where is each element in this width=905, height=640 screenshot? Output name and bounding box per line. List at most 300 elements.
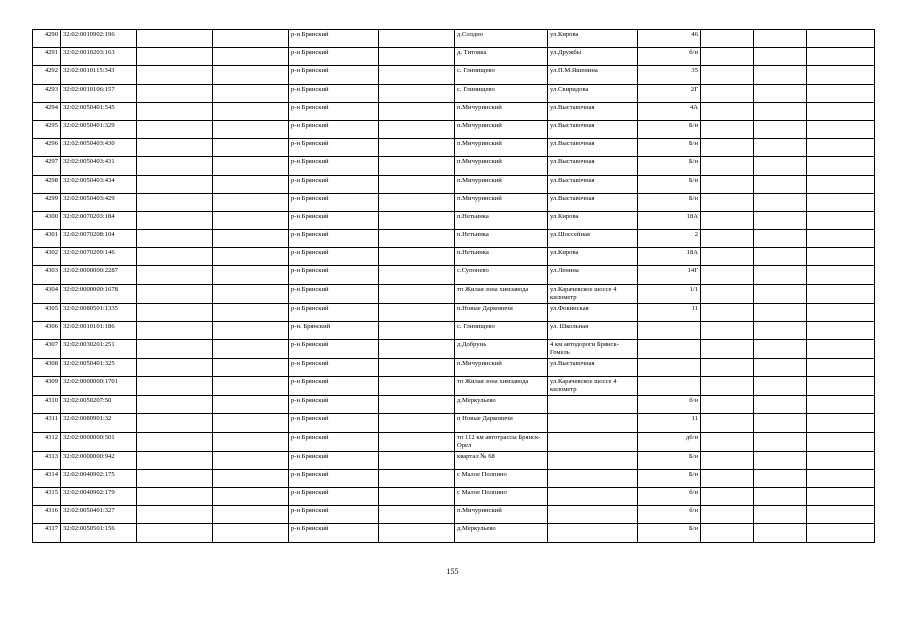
street-cell: ул.Выставочная: [548, 120, 638, 138]
row-number-cell: 4291: [33, 48, 61, 66]
empty-cell: [754, 175, 807, 193]
district-cell: р-н Брянский: [289, 30, 379, 48]
street-cell: [548, 396, 638, 414]
empty-cell: [379, 340, 455, 359]
empty-cell: [213, 487, 289, 505]
empty-cell: [754, 303, 807, 321]
cadastral-number-cell: 32:02:0000000:501: [61, 432, 137, 451]
district-cell: р-н Брянский: [289, 377, 379, 396]
empty-cell: [701, 506, 754, 524]
street-cell: ул. Школьная: [548, 321, 638, 339]
settlement-cell: с Малое Полпино: [455, 487, 548, 505]
empty-cell: [701, 175, 754, 193]
empty-cell: [701, 359, 754, 377]
settlement-cell: п.Новые Дарковичи: [455, 303, 548, 321]
empty-cell: [701, 451, 754, 469]
empty-cell: [754, 102, 807, 120]
house-number-cell: Б/н: [638, 139, 701, 157]
table-row: [33, 303, 875, 321]
empty-cell: [379, 432, 455, 451]
district-cell: р-н Брянский: [289, 432, 379, 451]
empty-cell: [754, 340, 807, 359]
empty-cell: [701, 48, 754, 66]
cadastral-number-cell: 32:02:0050401:327: [61, 506, 137, 524]
settlement-cell: с. Глинищево: [455, 321, 548, 339]
empty-cell: [137, 414, 213, 432]
empty-cell: [807, 303, 875, 321]
row-number-cell: 4305: [33, 303, 61, 321]
cadastral-number-cell: 32:02:0050403:430: [61, 139, 137, 157]
house-number-cell: б/н: [638, 396, 701, 414]
district-cell: р-н Брянский: [289, 303, 379, 321]
cadastral-number-cell: 32:02:0050403:429: [61, 193, 137, 211]
cadastral-number-cell: 32:02:0040902:179: [61, 487, 137, 505]
district-cell: р-н Брянский: [289, 66, 379, 84]
row-number-cell: 4311: [33, 414, 61, 432]
empty-cell: [213, 340, 289, 359]
empty-cell: [137, 396, 213, 414]
empty-cell: [807, 340, 875, 359]
cadastral-number-cell: 32:02:0080901:32: [61, 414, 137, 432]
street-cell: ул.Выставочная: [548, 102, 638, 120]
empty-cell: [137, 84, 213, 102]
district-cell: р-н Брянский: [289, 414, 379, 432]
table-row: [33, 414, 875, 432]
street-cell: [548, 506, 638, 524]
empty-cell: [701, 303, 754, 321]
district-cell: р-н Брянский: [289, 193, 379, 211]
cadastral-number-cell: 32:02:0000000:1678: [61, 284, 137, 303]
table-row: [33, 193, 875, 211]
empty-cell: [379, 193, 455, 211]
empty-cell: [379, 469, 455, 487]
cadastral-number-cell: 32:02:0070203:184: [61, 211, 137, 229]
empty-cell: [137, 377, 213, 396]
district-cell: р-н Брянский: [289, 396, 379, 414]
empty-cell: [754, 139, 807, 157]
table-row: [33, 487, 875, 505]
empty-cell: [807, 396, 875, 414]
row-number-cell: 4296: [33, 139, 61, 157]
empty-cell: [379, 377, 455, 396]
row-number-cell: 4290: [33, 30, 61, 48]
settlement-cell: п.Нетьинка: [455, 230, 548, 248]
empty-cell: [213, 451, 289, 469]
settlement-cell: тп Жилая зона химзавода: [455, 377, 548, 396]
cadastral-number-cell: 32:02:0050403:431: [61, 157, 137, 175]
empty-cell: [754, 451, 807, 469]
table-row: [33, 230, 875, 248]
empty-cell: [754, 506, 807, 524]
empty-cell: [754, 66, 807, 84]
empty-cell: [137, 303, 213, 321]
empty-cell: [701, 432, 754, 451]
cadastral-number-cell: 32:02:0000000:1701: [61, 377, 137, 396]
empty-cell: [379, 230, 455, 248]
settlement-cell: квартал № 68: [455, 451, 548, 469]
settlement-cell: с. Глинищево: [455, 66, 548, 84]
row-number-cell: 4317: [33, 524, 61, 542]
cadastral-number-cell: 32:02:0010902:196: [61, 30, 137, 48]
empty-cell: [754, 193, 807, 211]
empty-cell: [754, 377, 807, 396]
empty-cell: [379, 66, 455, 84]
street-cell: 4 км автодороги Брянск-Гомель: [548, 340, 638, 359]
settlement-cell: с.Супонево: [455, 266, 548, 284]
street-cell: ул.Ленина: [548, 266, 638, 284]
street-cell: ул.Карачевское шоссе 4 километр: [548, 377, 638, 396]
street-cell: ул.Свиридова: [548, 84, 638, 102]
table-row: [33, 102, 875, 120]
table-row: [33, 321, 875, 339]
cadastral-number-cell: 32:02:0080501:1335: [61, 303, 137, 321]
table-row: [33, 157, 875, 175]
settlement-cell: тп 112 км автотрассы Брянск-Орел: [455, 432, 548, 451]
district-cell: р-н Брянский: [289, 230, 379, 248]
empty-cell: [807, 211, 875, 229]
settlement-cell: п Новые Дарковичи: [455, 414, 548, 432]
empty-cell: [754, 30, 807, 48]
settlement-cell: тп Жилая зона химзавода: [455, 284, 548, 303]
district-cell: р-н Брянский: [289, 175, 379, 193]
empty-cell: [807, 66, 875, 84]
settlement-cell: п.Нетьинка: [455, 248, 548, 266]
empty-cell: [807, 84, 875, 102]
empty-cell: [137, 157, 213, 175]
table-row: [33, 432, 875, 451]
empty-cell: [379, 84, 455, 102]
empty-cell: [701, 139, 754, 157]
cadastral-number-cell: 32:02:0070209:146: [61, 248, 137, 266]
house-number-cell: [638, 321, 701, 339]
settlement-cell: п.Мичуринский: [455, 120, 548, 138]
empty-cell: [213, 506, 289, 524]
row-number-cell: 4302: [33, 248, 61, 266]
empty-cell: [137, 175, 213, 193]
house-number-cell: б/н: [638, 48, 701, 66]
empty-cell: [137, 524, 213, 542]
empty-cell: [379, 321, 455, 339]
row-number-cell: 4315: [33, 487, 61, 505]
empty-cell: [701, 266, 754, 284]
empty-cell: [137, 66, 213, 84]
empty-cell: [379, 175, 455, 193]
empty-cell: [213, 414, 289, 432]
district-cell: р-н Брянский: [289, 84, 379, 102]
empty-cell: [379, 303, 455, 321]
cadastral-number-cell: 32:02:0030201:251: [61, 340, 137, 359]
street-cell: ул.Фокинская: [548, 303, 638, 321]
house-number-cell: 2Г: [638, 84, 701, 102]
empty-cell: [213, 396, 289, 414]
district-cell: р-н Брянский: [289, 211, 379, 229]
empty-cell: [754, 321, 807, 339]
empty-cell: [701, 211, 754, 229]
empty-cell: [213, 230, 289, 248]
empty-cell: [754, 266, 807, 284]
empty-cell: [754, 230, 807, 248]
empty-cell: [807, 193, 875, 211]
house-number-cell: 11: [638, 303, 701, 321]
empty-cell: [807, 432, 875, 451]
empty-cell: [754, 284, 807, 303]
row-number-cell: 4313: [33, 451, 61, 469]
empty-cell: [379, 120, 455, 138]
street-cell: ул.П.М.Яшенина: [548, 66, 638, 84]
district-cell: р-н Брянский: [289, 266, 379, 284]
empty-cell: [137, 48, 213, 66]
register-table: [32, 29, 875, 543]
empty-cell: [701, 340, 754, 359]
settlement-cell: п.Мичуринский: [455, 193, 548, 211]
table-row: [33, 524, 875, 542]
house-number-cell: Б/н: [638, 193, 701, 211]
empty-cell: [701, 66, 754, 84]
empty-cell: [807, 524, 875, 542]
district-cell: р-н Брянский: [289, 487, 379, 505]
empty-cell: [807, 469, 875, 487]
settlement-cell: д. Титовка: [455, 48, 548, 66]
district-cell: р-н Брянский: [289, 469, 379, 487]
street-cell: ул.Выставочная: [548, 157, 638, 175]
table-row: [33, 340, 875, 359]
empty-cell: [701, 377, 754, 396]
row-number-cell: 4306: [33, 321, 61, 339]
row-number-cell: 4303: [33, 266, 61, 284]
empty-cell: [379, 524, 455, 542]
empty-cell: [379, 284, 455, 303]
empty-cell: [137, 321, 213, 339]
street-cell: ул.Выставочная: [548, 359, 638, 377]
empty-cell: [379, 211, 455, 229]
house-number-cell: б/н: [638, 506, 701, 524]
row-number-cell: 4304: [33, 284, 61, 303]
empty-cell: [213, 266, 289, 284]
row-number-cell: 4294: [33, 102, 61, 120]
table-row: [33, 120, 875, 138]
row-number-cell: 4307: [33, 340, 61, 359]
street-cell: ул.Карачевское шоссе 4 километр: [548, 284, 638, 303]
house-number-cell: 4А: [638, 102, 701, 120]
table-row: [33, 396, 875, 414]
empty-cell: [754, 524, 807, 542]
empty-cell: [137, 193, 213, 211]
district-cell: р-н. Брянский: [289, 321, 379, 339]
empty-cell: [213, 66, 289, 84]
empty-cell: [137, 506, 213, 524]
empty-cell: [379, 506, 455, 524]
row-number-cell: 4300: [33, 211, 61, 229]
cadastral-number-cell: 32:02:0050403:434: [61, 175, 137, 193]
empty-cell: [807, 451, 875, 469]
empty-cell: [807, 377, 875, 396]
district-cell: р-н Брянский: [289, 506, 379, 524]
empty-cell: [701, 230, 754, 248]
cadastral-number-cell: 32:02:0050501:156: [61, 524, 137, 542]
empty-cell: [213, 211, 289, 229]
empty-cell: [701, 469, 754, 487]
empty-cell: [701, 120, 754, 138]
empty-cell: [701, 193, 754, 211]
empty-cell: [137, 211, 213, 229]
empty-cell: [754, 359, 807, 377]
table-row: [33, 139, 875, 157]
settlement-cell: п.Мичуринский: [455, 139, 548, 157]
house-number-cell: 14Г: [638, 266, 701, 284]
empty-cell: [213, 48, 289, 66]
house-number-cell: Б/н: [638, 157, 701, 175]
empty-cell: [807, 284, 875, 303]
district-cell: р-н Брянский: [289, 451, 379, 469]
house-number-cell: 18А: [638, 211, 701, 229]
settlement-cell: д.Добрунь: [455, 340, 548, 359]
table-row: [33, 284, 875, 303]
table-row: [33, 48, 875, 66]
empty-cell: [701, 284, 754, 303]
empty-cell: [807, 230, 875, 248]
page-number: 155: [446, 567, 459, 576]
settlement-cell: д.Меркульево: [455, 396, 548, 414]
empty-cell: [754, 414, 807, 432]
row-number-cell: 4314: [33, 469, 61, 487]
empty-cell: [807, 266, 875, 284]
empty-cell: [213, 303, 289, 321]
empty-cell: [379, 139, 455, 157]
house-number-cell: 46: [638, 30, 701, 48]
cadastral-number-cell: 32:02:0010106:157: [61, 84, 137, 102]
empty-cell: [137, 451, 213, 469]
house-number-cell: Б/н: [638, 120, 701, 138]
empty-cell: [213, 175, 289, 193]
row-number-cell: 4293: [33, 84, 61, 102]
house-number-cell: б/н: [638, 487, 701, 505]
empty-cell: [137, 359, 213, 377]
house-number-cell: 1/1: [638, 284, 701, 303]
empty-cell: [807, 487, 875, 505]
table-row: [33, 506, 875, 524]
empty-cell: [379, 487, 455, 505]
empty-cell: [379, 30, 455, 48]
street-cell: [548, 469, 638, 487]
street-cell: ул.Выставочная: [548, 193, 638, 211]
empty-cell: [807, 139, 875, 157]
empty-cell: [754, 48, 807, 66]
empty-cell: [754, 469, 807, 487]
street-cell: ул.Шоссейная: [548, 230, 638, 248]
cadastral-number-cell: 32:02:0050401:329: [61, 120, 137, 138]
district-cell: р-н Брянский: [289, 120, 379, 138]
empty-cell: [807, 506, 875, 524]
street-cell: ул.Кирова: [548, 30, 638, 48]
empty-cell: [379, 451, 455, 469]
house-number-cell: 35: [638, 66, 701, 84]
empty-cell: [213, 139, 289, 157]
empty-cell: [754, 248, 807, 266]
street-cell: ул.Выставочная: [548, 139, 638, 157]
cadastral-number-cell: 32:02:0040902:175: [61, 469, 137, 487]
cadastral-number-cell: 32:02:0010203:163: [61, 48, 137, 66]
empty-cell: [807, 120, 875, 138]
table-row: [33, 469, 875, 487]
district-cell: р-н Брянский: [289, 102, 379, 120]
row-number-cell: 4298: [33, 175, 61, 193]
empty-cell: [213, 248, 289, 266]
settlement-cell: д.Меркульево: [455, 524, 548, 542]
empty-cell: [379, 248, 455, 266]
settlement-cell: д.Солдно: [455, 30, 548, 48]
empty-cell: [137, 487, 213, 505]
table-row: [33, 211, 875, 229]
empty-cell: [754, 487, 807, 505]
empty-cell: [213, 30, 289, 48]
row-number-cell: 4295: [33, 120, 61, 138]
row-number-cell: 4308: [33, 359, 61, 377]
empty-cell: [701, 248, 754, 266]
empty-cell: [213, 321, 289, 339]
table-body: [33, 30, 875, 543]
empty-cell: [213, 432, 289, 451]
settlement-cell: п.Мичуринский: [455, 157, 548, 175]
district-cell: р-н Брянский: [289, 359, 379, 377]
empty-cell: [807, 30, 875, 48]
empty-cell: [137, 266, 213, 284]
table-row: [33, 30, 875, 48]
empty-cell: [213, 157, 289, 175]
empty-cell: [379, 102, 455, 120]
empty-cell: [701, 414, 754, 432]
settlement-cell: п.Мичуринский: [455, 102, 548, 120]
empty-cell: [754, 84, 807, 102]
empty-cell: [137, 248, 213, 266]
table-row: [33, 66, 875, 84]
empty-cell: [754, 211, 807, 229]
empty-cell: [213, 193, 289, 211]
street-cell: ул.Кирова: [548, 248, 638, 266]
empty-cell: [137, 340, 213, 359]
district-cell: р-н Брянский: [289, 139, 379, 157]
empty-cell: [379, 157, 455, 175]
cadastral-number-cell: 32:02:0050401:545: [61, 102, 137, 120]
empty-cell: [137, 139, 213, 157]
street-cell: ул.Выставочная: [548, 175, 638, 193]
empty-cell: [807, 321, 875, 339]
table-row: [33, 248, 875, 266]
empty-cell: [137, 102, 213, 120]
empty-cell: [379, 414, 455, 432]
house-number-cell: Б/н: [638, 451, 701, 469]
house-number-cell: 2: [638, 230, 701, 248]
empty-cell: [379, 359, 455, 377]
empty-cell: [137, 30, 213, 48]
empty-cell: [701, 396, 754, 414]
row-number-cell: 4301: [33, 230, 61, 248]
settlement-cell: с. Глинищево: [455, 84, 548, 102]
empty-cell: [701, 157, 754, 175]
empty-cell: [213, 102, 289, 120]
house-number-cell: Б/н: [638, 524, 701, 542]
district-cell: р-н Брянский: [289, 248, 379, 266]
row-number-cell: 4297: [33, 157, 61, 175]
empty-cell: [701, 321, 754, 339]
street-cell: ул.Дружбы: [548, 48, 638, 66]
district-cell: р-н Брянский: [289, 340, 379, 359]
empty-cell: [807, 48, 875, 66]
table-row: [33, 359, 875, 377]
cadastral-number-cell: 32:02:0070208:104: [61, 230, 137, 248]
district-cell: р-н Брянский: [289, 524, 379, 542]
settlement-cell: п.Мичуринский: [455, 506, 548, 524]
cadastral-number-cell: 32:02:0010101:186: [61, 321, 137, 339]
